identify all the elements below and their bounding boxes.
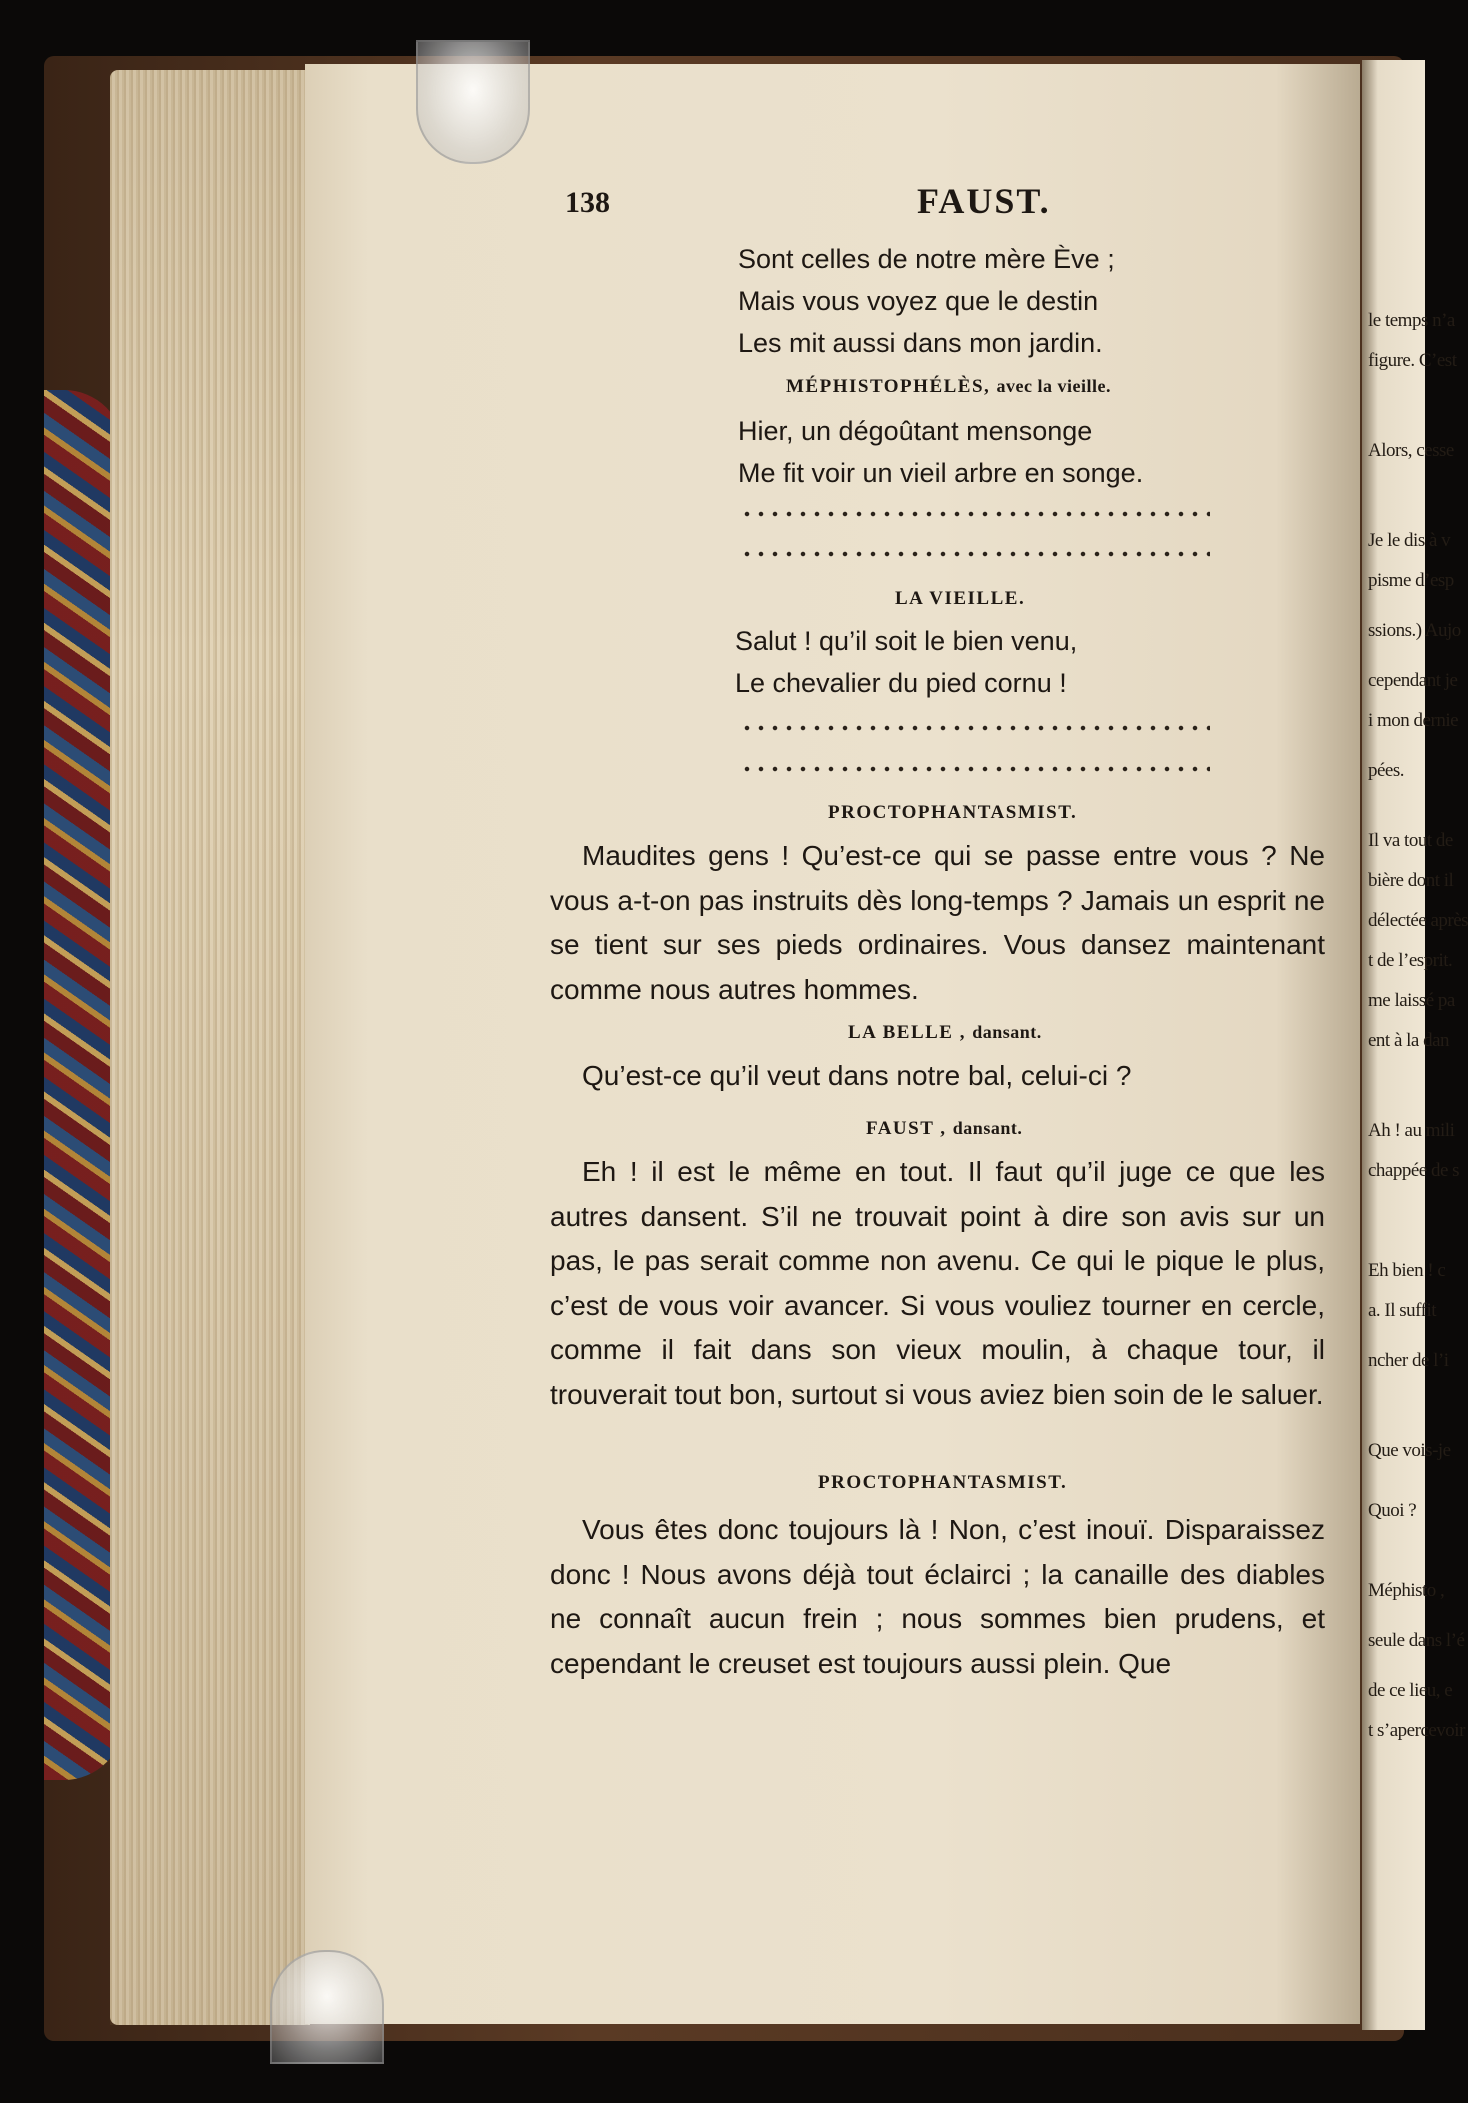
- verse-line: Sont celles de notre mère Ève ;: [738, 244, 1115, 274]
- next-page-text-fragment: ssions.) Aujo: [1368, 620, 1461, 641]
- next-page-text-fragment: Que vois-je: [1368, 1440, 1451, 1461]
- speaker-heading: [866, 1118, 1022, 1140]
- verse-line: Hier, un dégoûtant mensonge: [738, 416, 1093, 446]
- next-page-text-fragment: t s’apercevoir: [1368, 1720, 1465, 1741]
- speaker-name: PROCTOPHANTASMIST.: [828, 802, 1078, 823]
- next-page-text-fragment: chappée de s: [1368, 1160, 1460, 1181]
- ellipsis-row: [740, 766, 1210, 772]
- speaker-heading: [848, 1022, 1042, 1044]
- dialogue-text: Eh ! il est le même en tout. Il faut qu’il juge ce que les autres dansent. S’il ne trouvait point à dire son avis sur un pas, le pas serait comme non avenu. Ce qui le pique le plus, c’est de vous voir avancer. Si vous vouliez tourner en cercle, comme il fait dans son vieux moulin, à chaque tour, il trouverait tout bon, surtout si vous aviez bien soin de le saluer.: [550, 1156, 1325, 1410]
- prose-paragraph: [550, 1150, 1325, 1417]
- verse-line: Le chevalier du pied cornu !: [735, 668, 1067, 698]
- dialogue-text: Vous êtes donc toujours là ! Non, c’est inouï. Disparaissez donc ! Nous avons déjà tout éclairci ; la canaille des diables ne connaît aucun frein ; nous sommes bien prudens, et cependant le creuset est toujours aussi plein. Que: [550, 1514, 1325, 1679]
- next-page-text-fragment: de ce lieu, e: [1368, 1680, 1453, 1701]
- verse-line: Mais vous voyez que le destin: [738, 286, 1099, 316]
- speaker-name: LA VIEILLE.: [895, 588, 1026, 609]
- speaker-name: LA BELLE ,: [848, 1022, 966, 1043]
- prose-paragraph: [550, 834, 1325, 1012]
- next-page-text-fragment: Eh bien ! c: [1368, 1260, 1446, 1281]
- speaker-name: MÉPHISTOPHÉLÈS,: [786, 376, 991, 397]
- next-page-text-fragment: bière dont il: [1368, 870, 1454, 891]
- speaker-heading: [828, 802, 1077, 824]
- next-page-text-fragment: ncher de l’i: [1368, 1350, 1449, 1371]
- ellipsis-row: [740, 551, 1210, 557]
- next-page-text-fragment: Méphisto ,: [1368, 1580, 1445, 1601]
- prose-paragraph: [550, 1054, 1325, 1099]
- next-page-text-fragment: ent à la dan: [1368, 1030, 1450, 1051]
- next-page-text-fragment: seule dans l’é: [1368, 1630, 1465, 1651]
- next-page-text-fragment: i mon dernie: [1368, 710, 1459, 731]
- verse-line: Me fit voir un vieil arbre en songe.: [738, 458, 1144, 488]
- next-page-text-fragment: me laissé pa: [1368, 990, 1455, 1011]
- next-page-text-fragment: Ah ! au mili: [1368, 1120, 1455, 1141]
- verse-line: Les mit aussi dans mon jardin.: [738, 328, 1103, 358]
- page-edges: [110, 70, 310, 2025]
- next-page-text-fragment: Alors, cesse: [1368, 440, 1454, 461]
- stage-direction: dansant.: [972, 1022, 1042, 1042]
- speaker-name: FAUST ,: [866, 1118, 947, 1139]
- ellipsis-row: [740, 511, 1210, 517]
- dialogue-text: Qu’est-ce qu’il veut dans notre bal, celui-ci ?: [582, 1060, 1132, 1091]
- next-page-text-fragment: a. Il suffit: [1368, 1300, 1437, 1321]
- speaker-name: PROCTOPHANTASMIST.: [818, 1472, 1068, 1493]
- speaker-heading: [895, 588, 1025, 610]
- next-page-text-fragment: Il va tout de: [1368, 830, 1453, 851]
- ellipsis-row: [740, 725, 1210, 731]
- prose-paragraph: [550, 1508, 1325, 1686]
- stage-direction: avec la vieille.: [996, 376, 1111, 396]
- next-page-text-fragment: Quoi ?: [1368, 1500, 1417, 1521]
- page-clip-bottom: [270, 1950, 384, 2064]
- stage-direction: dansant.: [952, 1118, 1023, 1138]
- page-clip-top: [416, 40, 530, 164]
- next-page-text-fragment: pisme d’esp: [1368, 570, 1454, 591]
- next-page-edge: [1362, 60, 1468, 2030]
- next-page-text-fragment: cependant je: [1368, 670, 1458, 691]
- running-head: [565, 181, 1365, 226]
- next-page-text-fragment: figure. C’est: [1368, 350, 1457, 371]
- next-page-text-fragment: délectée après: [1368, 910, 1468, 931]
- verse-line: Salut ! qu’il soit le bien venu,: [735, 626, 1078, 656]
- running-title: FAUST.: [917, 181, 1051, 221]
- page-number: 138: [565, 186, 610, 219]
- speaker-heading: [818, 1472, 1067, 1494]
- speaker-heading: [786, 376, 1111, 398]
- dialogue-text: Maudites gens ! Qu’est-ce qui se passe entre vous ? Ne vous a-t-on pas instruits dès long-temps ? Jamais un esprit ne se tient sur ses pieds ordinaires. Vous dansez maintenant comme nous autres hommes.: [550, 840, 1325, 1005]
- next-page-text-fragment: t de l’esprit.: [1368, 950, 1453, 971]
- next-page-text-fragment: Je le dis à v: [1368, 530, 1451, 551]
- next-page-text-fragment: le temps n’a: [1368, 310, 1455, 331]
- next-page-text-fragment: pées.: [1368, 760, 1405, 781]
